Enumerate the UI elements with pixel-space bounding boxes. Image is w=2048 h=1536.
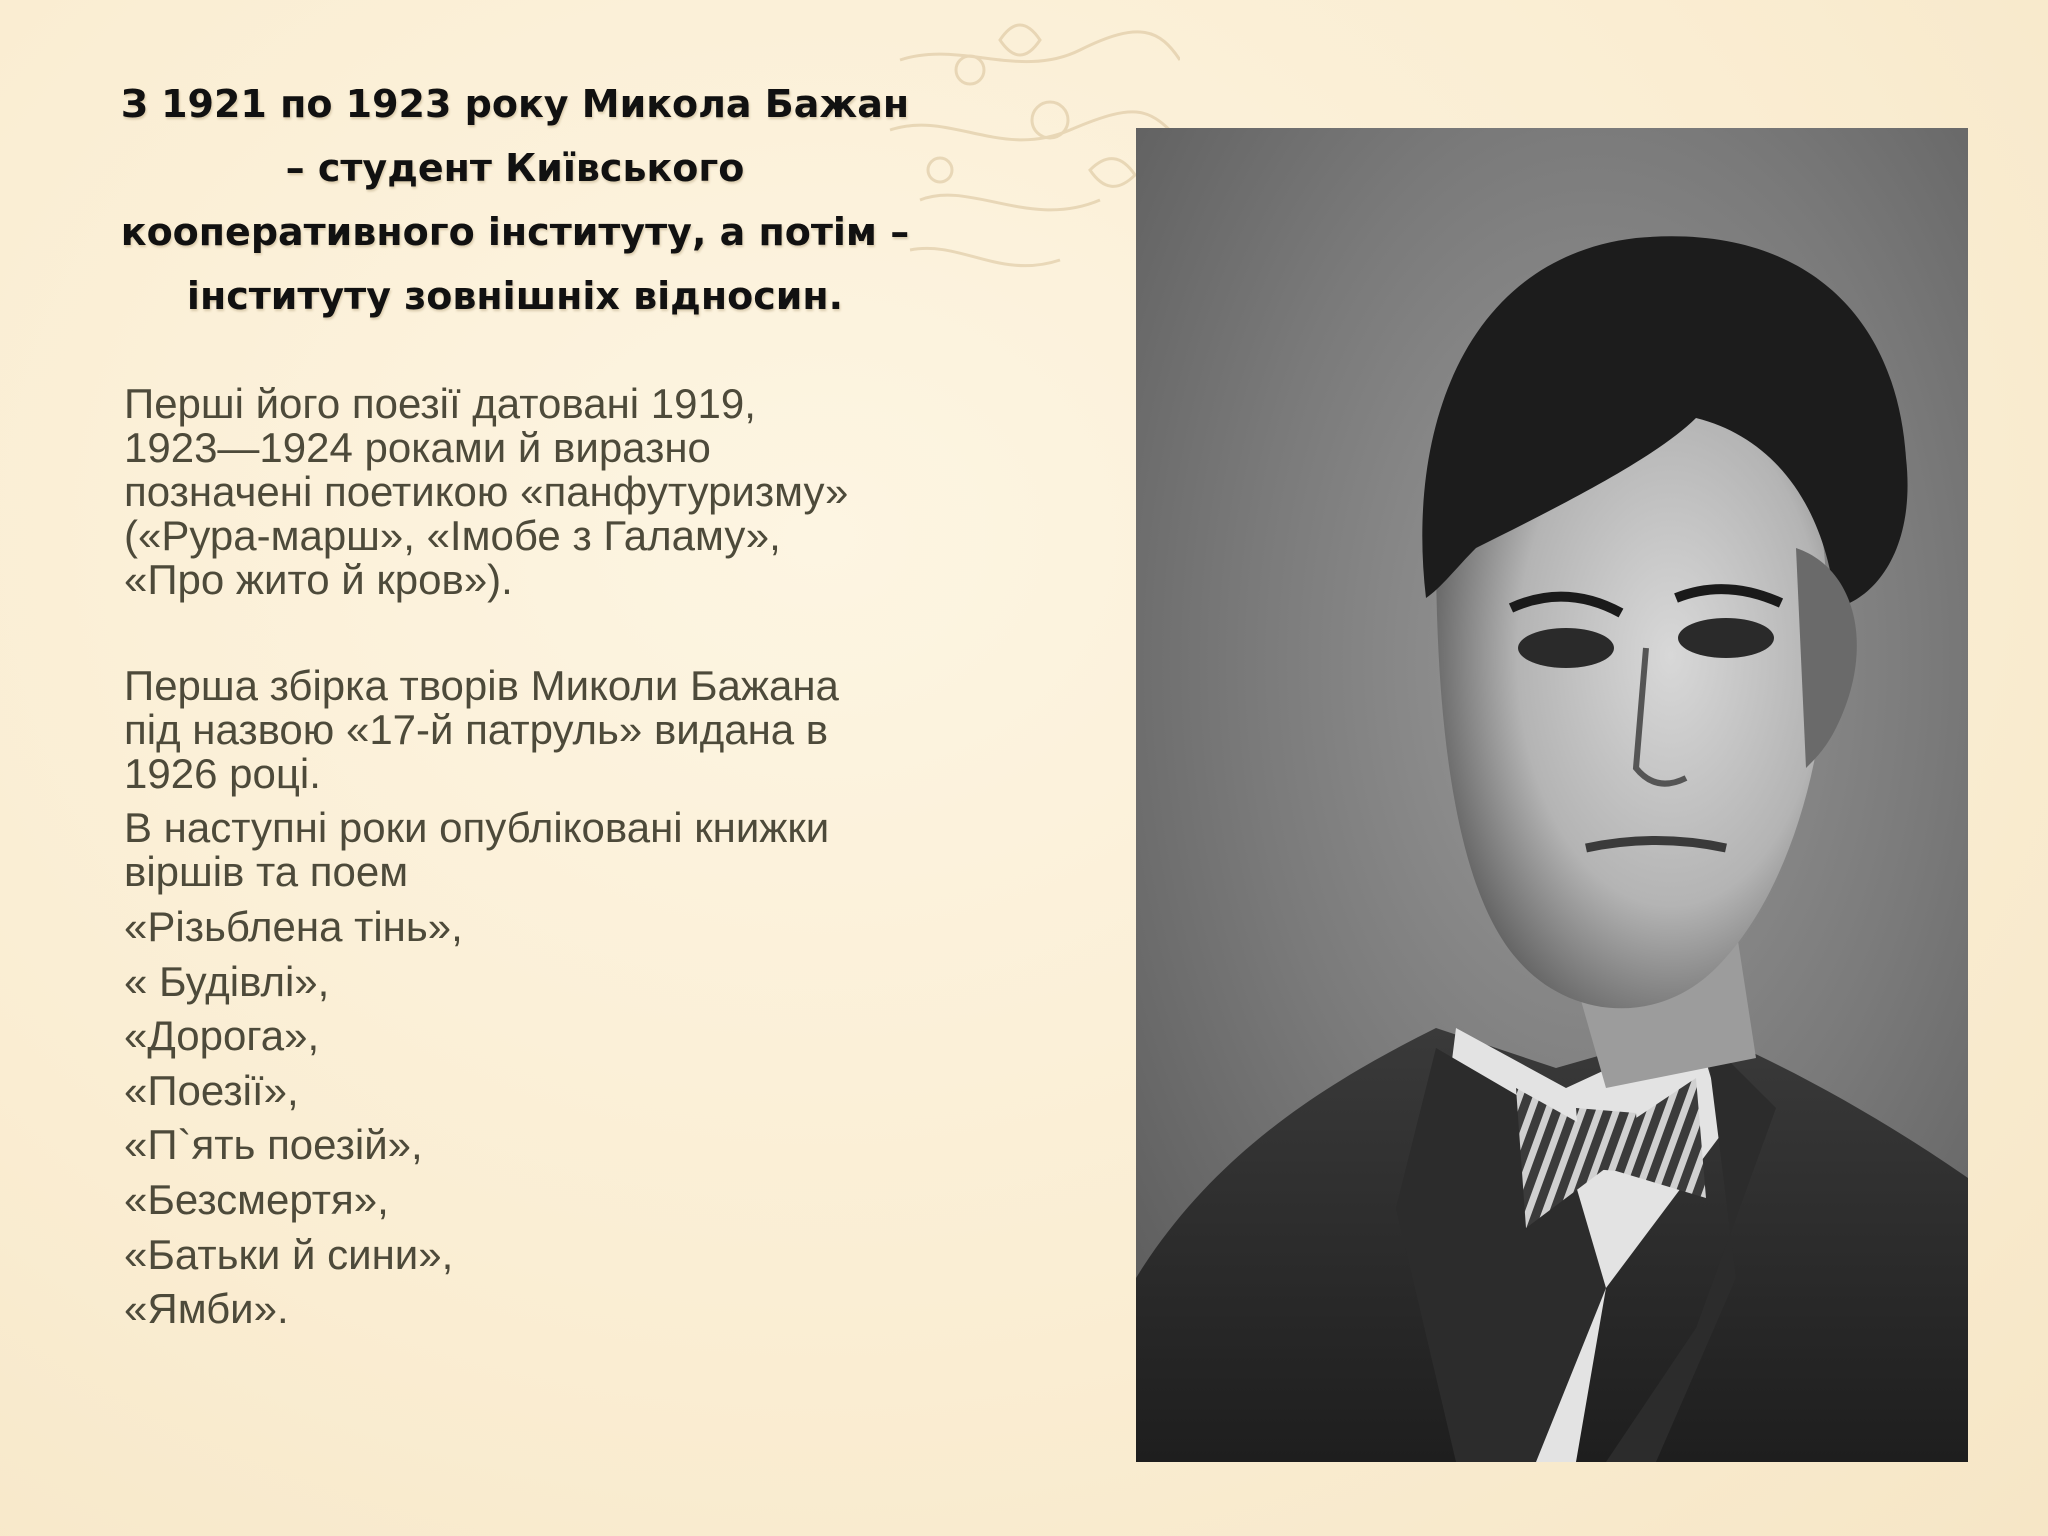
slide-heading (110, 72, 920, 328)
heading-line: інституту зовнішніх відносин. (186, 274, 844, 318)
book-title: «Різьблена тінь», (124, 903, 463, 950)
book-title: «Ямби». (124, 1285, 289, 1333)
heading-line: З 1921 по 1923 року Микола Бажан (120, 82, 910, 126)
right-eye-shape (1678, 618, 1774, 658)
left-eye-shape (1518, 628, 1614, 668)
bow-tie-knot-shape (1576, 1108, 1641, 1173)
paragraph-line: 1923—1924 роками й виразно (124, 424, 711, 471)
heading-line: – студент Київського (285, 146, 745, 190)
heading-line: кооперативного інституту, а потім – (120, 210, 910, 254)
book-list (124, 900, 944, 1337)
paragraph-line: «Про жито й кров»). (124, 556, 513, 603)
paragraph-line: віршів та поем (124, 848, 409, 895)
paragraph-line: Перша збірка творів Миколи Бажана (124, 662, 839, 709)
book-title: «Дорога», (124, 1012, 320, 1060)
portrait-illustration (1136, 128, 1968, 1462)
book-title: «Безсмертя», (124, 1175, 389, 1223)
paragraph-line: («Рура-марш», «Імобе з Галаму», (124, 512, 781, 559)
floral-ornament (880, 0, 1180, 330)
first-poems-paragraph (124, 382, 944, 602)
book-title: «П`ять поезій», (124, 1121, 423, 1169)
later-books-paragraph (124, 806, 944, 1337)
paragraph-line: Перші його поезії датовані 1919, (124, 380, 756, 427)
paragraph-line: позначені поетикою «панфутуризму» (124, 468, 849, 515)
paragraph-line: В наступні роки опубліковані книжки (124, 804, 830, 851)
paragraph-line: 1926 році. (124, 750, 321, 797)
paragraph-line: під назвою «17-й патруль» видана в (124, 706, 829, 753)
portrait-photo (1136, 128, 1968, 1462)
book-title: «Батьки й сини», (124, 1230, 454, 1278)
first-collection-paragraph (124, 664, 944, 796)
book-title: «Поезії», (124, 1066, 299, 1114)
book-title: « Будівлі», (124, 957, 330, 1005)
